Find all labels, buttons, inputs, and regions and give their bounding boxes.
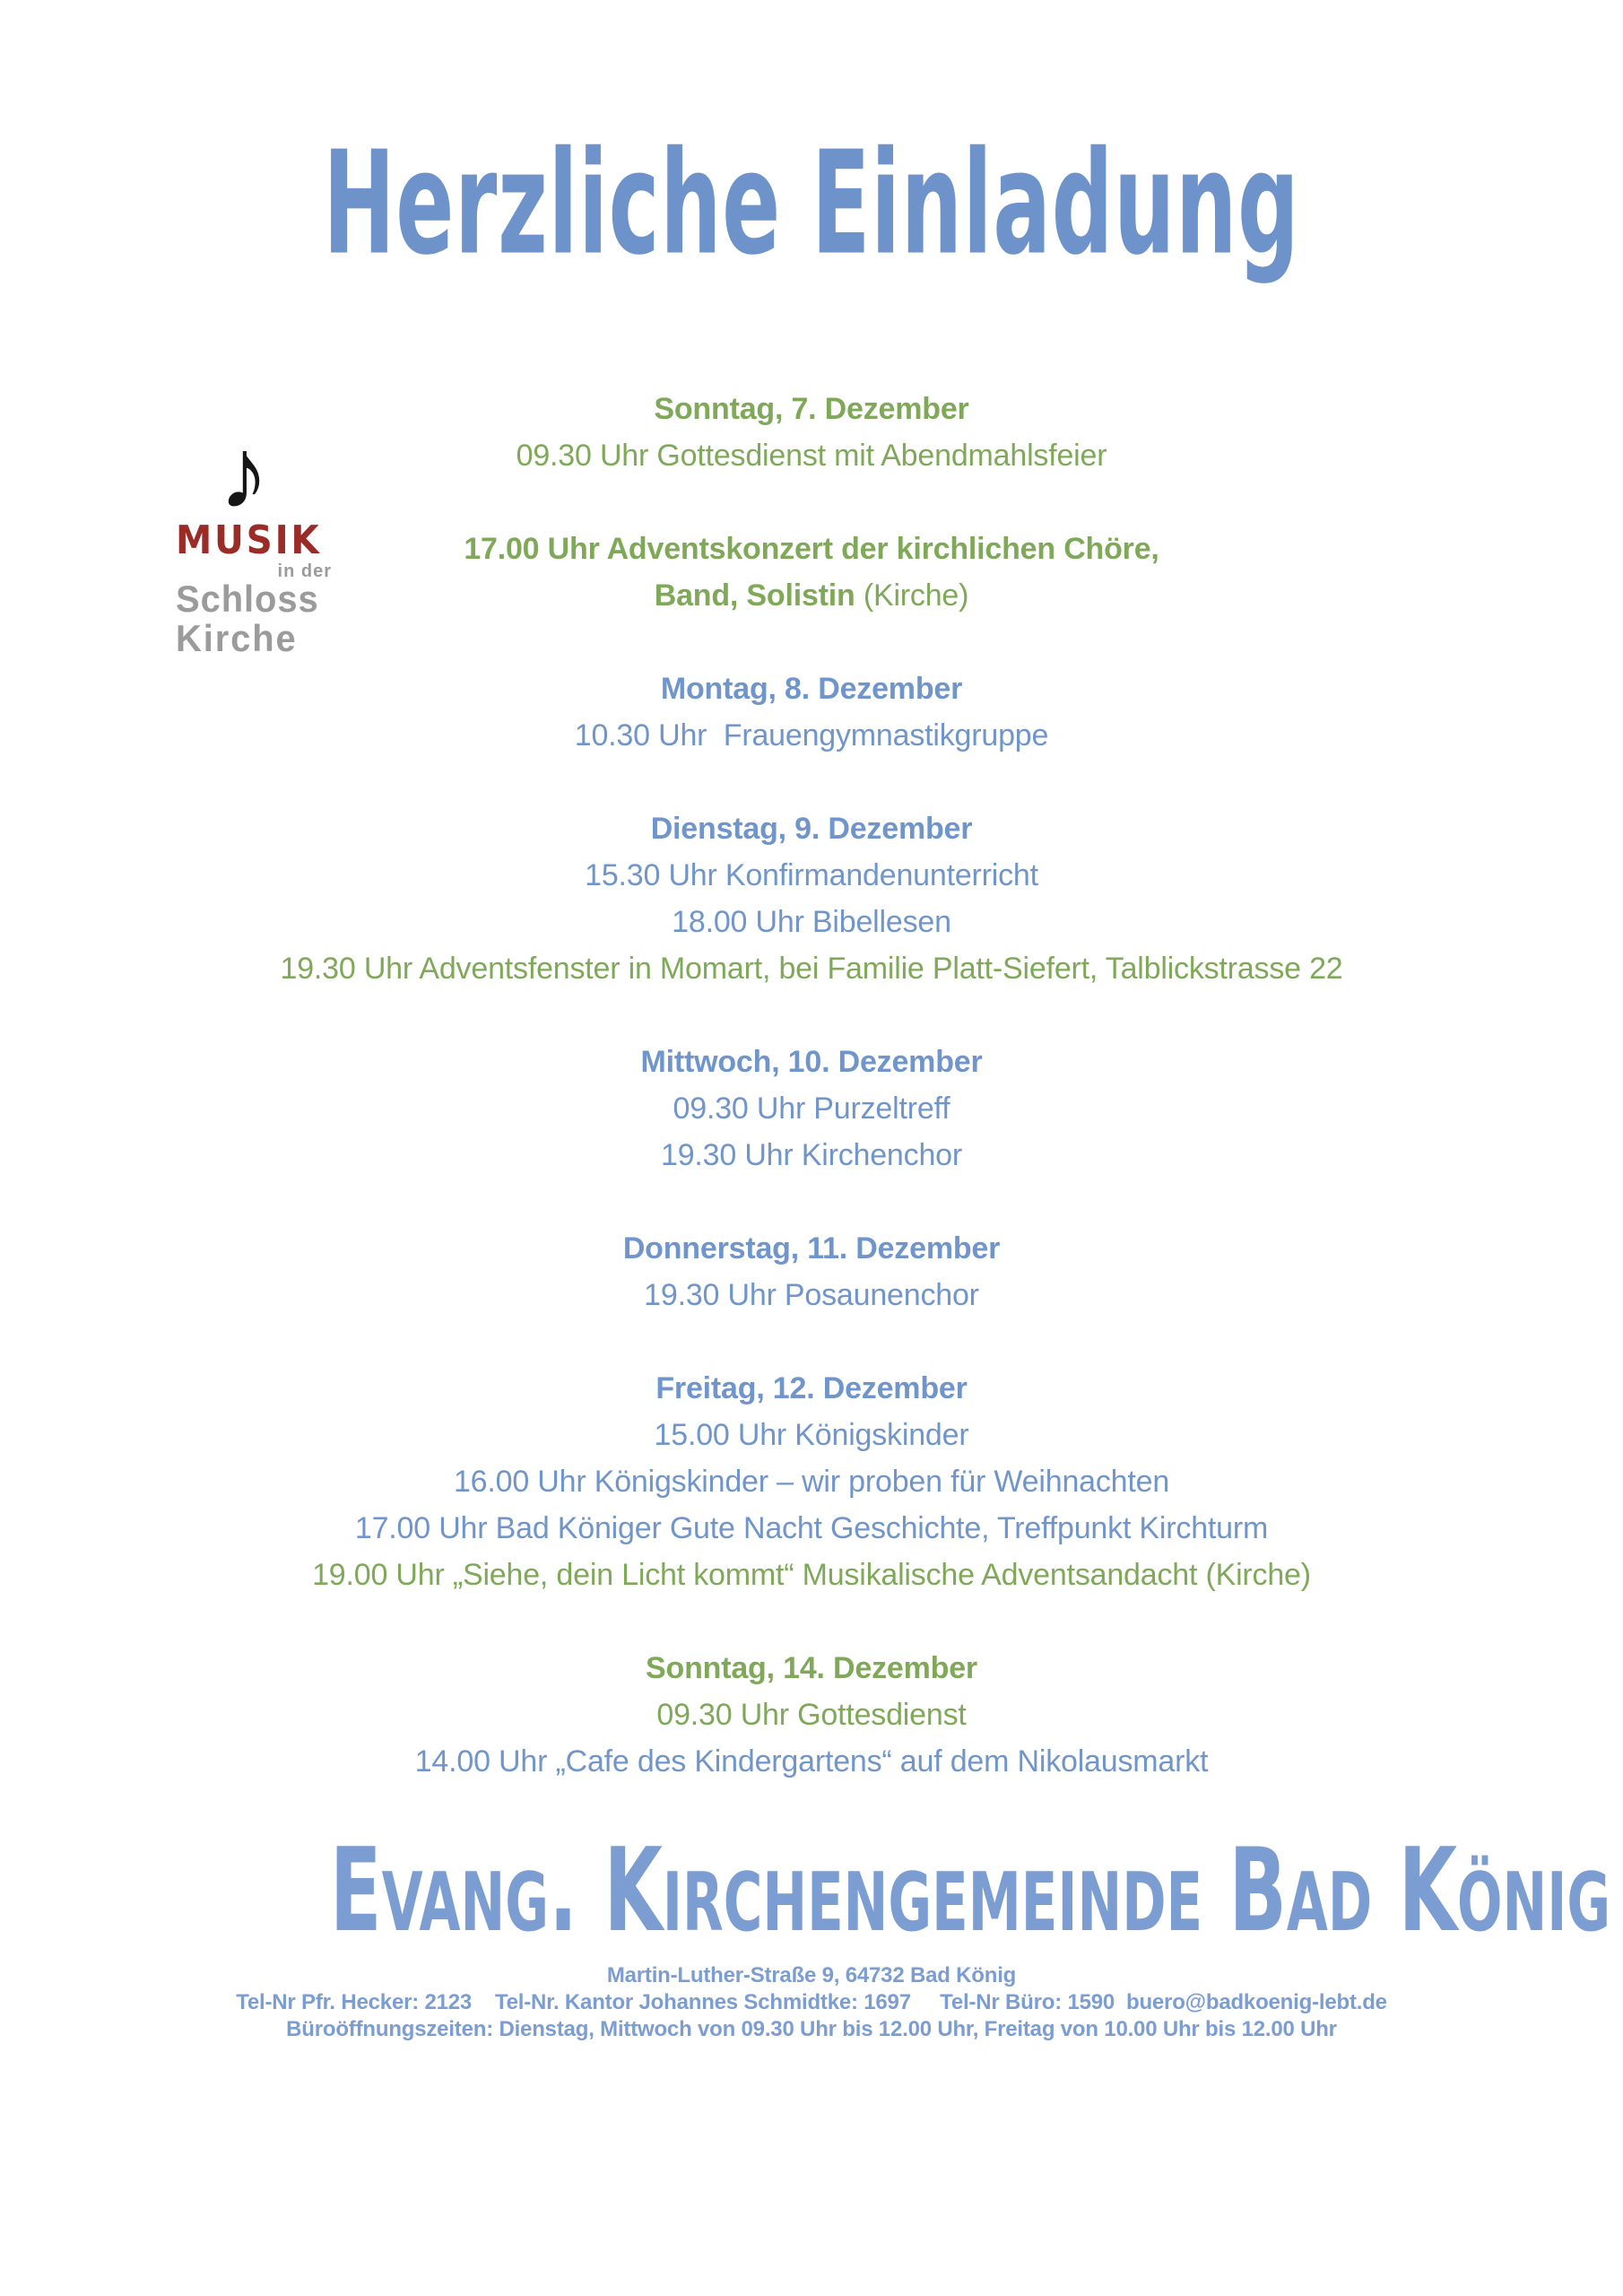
logo-text-musik: MUSIK xyxy=(176,517,322,563)
event-date-heading: Sonntag, 7. Dezember xyxy=(654,392,969,426)
event-line xyxy=(0,1272,1623,1318)
event-line-text: 19.30 Uhr Kirchenchor xyxy=(661,1138,962,1172)
event-date-heading: Freitag, 12. Dezember xyxy=(655,1371,968,1405)
event-block xyxy=(0,1365,1623,1598)
event-line-text: 09.30 Uhr Purzeltreff xyxy=(673,1091,950,1126)
event-line-text: 16.00 Uhr Königskinder – wir proben für Weihnachten xyxy=(453,1465,1170,1499)
event-line xyxy=(0,1505,1623,1552)
event-line-text: 14.00 Uhr „Cafe des Kindergartens“ auf dem Nikolausmarkt xyxy=(414,1744,1209,1779)
footer-contact-block xyxy=(0,1962,1623,2043)
logo-text-schloss: Schloss xyxy=(176,577,319,620)
event-line-text: 19.30 Uhr Posaunenchor xyxy=(644,1278,979,1312)
logo-text-kirche: Kirche xyxy=(176,616,298,659)
event-line xyxy=(0,572,1623,619)
event-line xyxy=(0,1552,1623,1598)
event-line-text: 17.00 Uhr Bad Königer Gute Nacht Geschichte, Treffpunkt Kirchturm xyxy=(354,1511,1269,1545)
eighth-note-icon: ♪ xyxy=(219,417,269,529)
event-line xyxy=(0,712,1623,759)
event-block xyxy=(0,665,1623,759)
event-line xyxy=(0,1132,1623,1178)
footer xyxy=(0,1824,1623,2043)
event-line xyxy=(0,432,1623,479)
logo-text-in-der: in der xyxy=(277,561,332,581)
event-line-text: Band, Solistin xyxy=(654,578,864,613)
event-line-text: 17.00 Uhr Adventskonzert der kirchlichen Chöre, xyxy=(464,532,1159,566)
event-block xyxy=(0,386,1623,619)
events xyxy=(0,386,1623,1831)
event-line-text: 19.30 Uhr Adventsfenster in Momart, bei Familie Platt-Siefert, Talblickstrasse 22 xyxy=(280,952,1343,986)
event-line xyxy=(0,1738,1623,1785)
event-line-spacer xyxy=(0,479,1623,526)
event-line xyxy=(0,526,1623,572)
footer-phone-line: Tel-Nr Pfr. Hecker: 2123 Tel-Nr. Kantor Johannes Schmidtke: 1697 Tel-Nr Büro: 1590 buero@badkoenig-lebt.de xyxy=(236,1989,1387,2014)
event-line xyxy=(0,945,1623,992)
event-date-heading: Donnerstag, 11. Dezember xyxy=(622,1231,1001,1265)
organization-name: Evang. Kirchengemeinde Bad König xyxy=(329,1824,1611,1958)
event-date-heading: Mittwoch, 10. Dezember xyxy=(640,1045,983,1079)
event-line-text: 09.30 Uhr Gottesdienst mit Abendmahlsfeier xyxy=(516,439,1107,473)
footer-office-hours: Büroöffnungszeiten: Dienstag, Mittwoch von 09.30 Uhr bis 12.00 Uhr, Freitag von 10.00 Uhr bis 12.00 Uhr xyxy=(286,2016,1337,2041)
event-line-text: 18.00 Uhr Bibellesen xyxy=(672,905,951,939)
event-line-text: (Kirche) xyxy=(863,578,969,613)
event-line xyxy=(0,1085,1623,1132)
event-line-text: 09.30 Uhr Gottesdienst xyxy=(656,1698,967,1732)
event-block xyxy=(0,1645,1623,1785)
event-line xyxy=(0,899,1623,945)
event-line xyxy=(0,852,1623,899)
page-title-wrap xyxy=(0,121,1623,287)
event-block xyxy=(0,1039,1623,1178)
event-block xyxy=(0,805,1623,992)
page-title: Herzliche Einladung xyxy=(323,121,1300,287)
footer-address: Martin-Luther-Straße 9, 64732 Bad König xyxy=(606,1962,1017,1987)
event-line-text: 15.30 Uhr Konfirmandenunterricht xyxy=(585,858,1038,892)
event-line xyxy=(0,1692,1623,1738)
event-line xyxy=(0,1412,1623,1458)
event-line-text: 15.00 Uhr Königskinder xyxy=(654,1418,969,1452)
event-date-heading: Dienstag, 9. Dezember xyxy=(650,812,973,846)
event-date-heading: Sonntag, 14. Dezember xyxy=(646,1651,977,1685)
event-block xyxy=(0,1225,1623,1318)
event-line-text: 10.30 Uhr Frauengymnastikgruppe xyxy=(574,718,1049,752)
event-date-heading: Montag, 8. Dezember xyxy=(660,672,963,706)
event-line xyxy=(0,1458,1623,1505)
event-line-text: 19.00 Uhr „Siehe, dein Licht kommt“ Musikalische Adventsandacht (Kirche) xyxy=(312,1558,1311,1592)
